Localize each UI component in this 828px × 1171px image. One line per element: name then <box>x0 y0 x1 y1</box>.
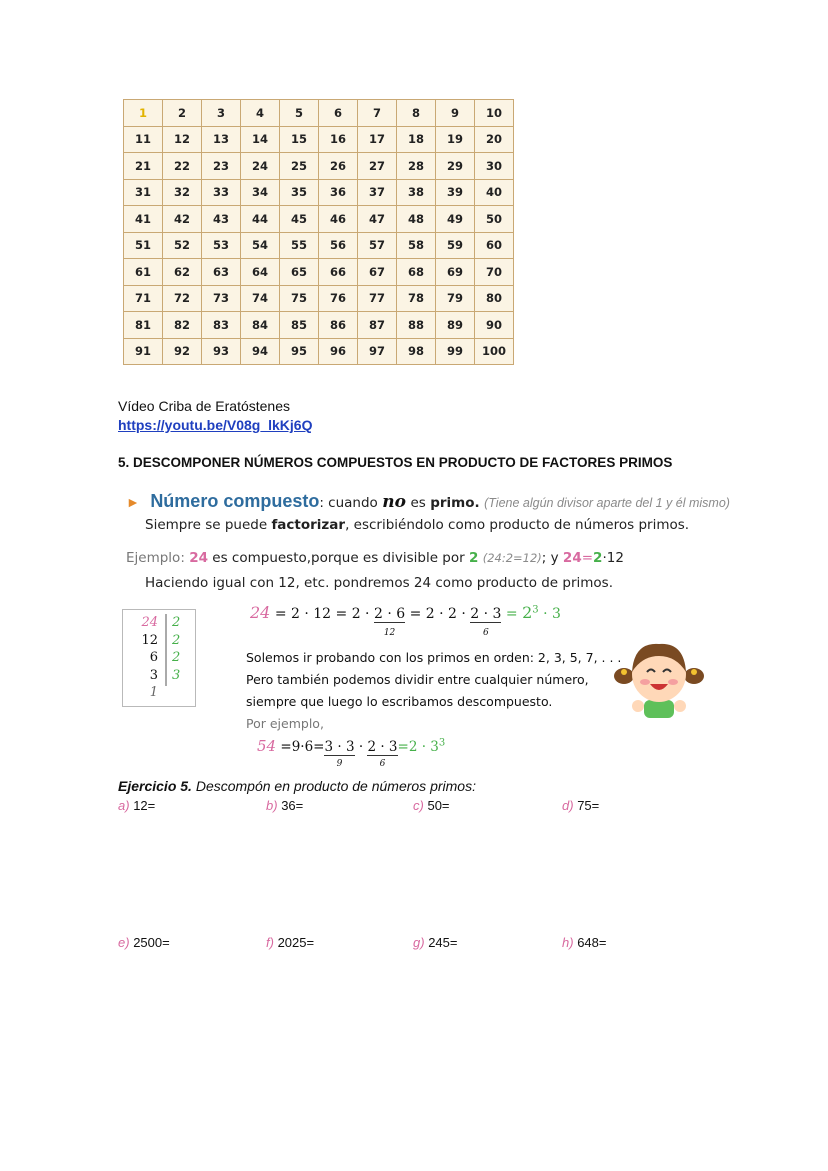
exercise-item-c <box>413 798 450 813</box>
grid-cell: 44 <box>241 206 280 233</box>
eq24-brace-1 <box>373 606 406 638</box>
eq54-exp: 3 <box>438 737 446 749</box>
grid-cell: 54 <box>241 232 280 259</box>
section-heading: 5. DESCOMPONER NÚMEROS COMPUESTOS EN PRODUCTO DE FACTORES PRIMOS <box>118 455 673 470</box>
grid-row <box>124 285 514 312</box>
factor-left-4: 1 <box>149 685 158 700</box>
eq54-brace-1 <box>324 739 355 769</box>
explanation-line-3: siempre que luego lo escribamos descompuesto. <box>246 694 553 709</box>
grid-row <box>124 232 514 259</box>
eq24-brace1-top: 2 · 6 <box>373 606 406 622</box>
definition-no: no <box>382 492 406 512</box>
exercise-text-f: 2025= <box>277 935 315 950</box>
grid-cell: 88 <box>397 312 436 339</box>
grid-cell: 1 <box>124 100 163 127</box>
grid-cell: 48 <box>397 206 436 233</box>
factor-right-0: 2 <box>172 615 181 630</box>
eq54-result: 2 · 3 <box>408 739 439 755</box>
grid-cell: 21 <box>124 153 163 180</box>
grid-cell: 86 <box>319 312 358 339</box>
video-label: Vídeo Criba de Eratóstenes <box>118 398 290 414</box>
grid-cell: 9 <box>436 100 475 127</box>
grid-cell: 45 <box>280 206 319 233</box>
example-line-2: Haciendo igual con 12, etc. pondremos 24 como producto de primos. <box>145 575 614 591</box>
eq24-lhs: 24 <box>250 603 271 622</box>
grid-cell: 26 <box>319 153 358 180</box>
grid-cell: 42 <box>163 206 202 233</box>
exercise-text-h: 648= <box>577 935 607 950</box>
factor-left-0: 24 <box>141 615 158 630</box>
grid-cell: 15 <box>280 126 319 153</box>
grid-cell: 35 <box>280 179 319 206</box>
eq54-brace-2 <box>367 739 398 769</box>
example-line-1 <box>126 550 624 566</box>
grid-cell: 89 <box>436 312 475 339</box>
grid-cell: 46 <box>319 206 358 233</box>
example-y: ; y <box>541 550 559 566</box>
example-eq-c: 2 <box>593 550 603 566</box>
grid-cell: 62 <box>163 259 202 286</box>
definition-line2-a: Siempre se puede <box>145 517 268 533</box>
exercise-item-b <box>266 798 303 813</box>
example-eq-d: ·12 <box>602 550 624 566</box>
grid-cell: 30 <box>475 153 514 180</box>
equation-24 <box>250 603 561 638</box>
grid-cell: 71 <box>124 285 163 312</box>
grid-cell: 53 <box>202 232 241 259</box>
grid-cell: 5 <box>280 100 319 127</box>
grid-cell: 25 <box>280 153 319 180</box>
exercise-item-g <box>413 935 457 950</box>
grid-cell: 73 <box>202 285 241 312</box>
exercise-title <box>118 778 476 794</box>
grid-cell: 8 <box>397 100 436 127</box>
grid-cell: 92 <box>163 338 202 365</box>
grid-row <box>124 179 514 206</box>
eq24-brace-2 <box>470 606 502 638</box>
grid-cell: 49 <box>436 206 475 233</box>
grid-cell: 75 <box>280 285 319 312</box>
example-text: es compuesto,porque es divisible por <box>212 550 465 566</box>
definition-factorizar: factorizar <box>271 517 346 533</box>
grid-cell: 40 <box>475 179 514 206</box>
eq24-part2: = 2 · 2 · <box>409 606 466 622</box>
grid-cell: 67 <box>358 259 397 286</box>
exercise-title-bold: Ejercicio 5. <box>118 778 192 794</box>
grid-cell: 51 <box>124 232 163 259</box>
definition-es: es <box>410 495 426 511</box>
grid-cell: 43 <box>202 206 241 233</box>
grid-cell: 14 <box>241 126 280 153</box>
grid-cell: 79 <box>436 285 475 312</box>
eq54-brace2-bottom: 6 <box>379 759 386 769</box>
grid-cell: 95 <box>280 338 319 365</box>
factor-left-3: 3 <box>149 667 158 683</box>
grid-cell: 55 <box>280 232 319 259</box>
grid-cell: 58 <box>397 232 436 259</box>
exercise-text-g: 245= <box>428 935 458 950</box>
example-eq-b: = <box>581 550 594 566</box>
grid-row <box>124 338 514 365</box>
exercise-label-c: c) <box>413 798 424 813</box>
eq24-exp: 3 <box>532 604 539 616</box>
eq24-part1: = 2 · 12 = 2 · <box>274 606 370 622</box>
exercise-text-c: 50= <box>427 798 450 813</box>
exercise-item-h <box>562 935 606 950</box>
grid-cell: 3 <box>202 100 241 127</box>
grid-cell: 100 <box>475 338 514 365</box>
eq24-base: 2 <box>522 603 533 622</box>
grid-cell: 27 <box>358 153 397 180</box>
exercise-label-h: h) <box>562 935 574 950</box>
grid-cell: 57 <box>358 232 397 259</box>
exercise-item-a <box>118 798 155 813</box>
grid-cell: 98 <box>397 338 436 365</box>
grid-cell: 69 <box>436 259 475 286</box>
explanation-line-2: Pero también podemos dividir entre cualquier número, <box>246 672 589 687</box>
grid-cell: 38 <box>397 179 436 206</box>
grid-cell: 81 <box>124 312 163 339</box>
grid-cell: 12 <box>163 126 202 153</box>
grid-cell: 6 <box>319 100 358 127</box>
grid-cell: 22 <box>163 153 202 180</box>
grid-cell: 50 <box>475 206 514 233</box>
definition-line2-c: , escribiéndolo como producto de números primos. <box>345 517 690 533</box>
grid-cell: 84 <box>241 312 280 339</box>
grid-row <box>124 312 514 339</box>
exercise-label-b: b) <box>266 798 278 813</box>
explanation-line-1: Solemos ir probando con los primos en orden: 2, 3, 5, 7, . . . <box>246 650 622 665</box>
girl-illustration <box>612 632 706 718</box>
factor-table-divider <box>165 614 167 686</box>
eq54-eq: = <box>397 739 409 755</box>
grid-cell: 61 <box>124 259 163 286</box>
grid-cell: 52 <box>163 232 202 259</box>
grid-cell: 90 <box>475 312 514 339</box>
grid-row <box>124 259 514 286</box>
example-number: 24 <box>189 550 208 566</box>
example-colon: : <box>180 550 185 566</box>
eq54-brace1-bottom: 9 <box>336 759 343 769</box>
example-divisor: 2 <box>469 550 479 566</box>
grid-cell: 59 <box>436 232 475 259</box>
grid-cell: 41 <box>124 206 163 233</box>
eq54-brace1-top: 3 · 3 <box>324 739 355 755</box>
grid-row <box>124 153 514 180</box>
grid-cell: 34 <box>241 179 280 206</box>
exercise-label-d: d) <box>562 798 574 813</box>
equation-54 <box>257 737 446 769</box>
grid-cell: 60 <box>475 232 514 259</box>
exercise-title-rest: Descompón en producto de números primos: <box>191 778 476 794</box>
eq24-brace2-top: 2 · 3 <box>470 606 502 622</box>
eq54-lhs: 54 <box>257 737 277 755</box>
factor-right-3: 3 <box>172 667 181 683</box>
explanation-line-4: Por ejemplo, <box>246 716 324 731</box>
definition-line-1 <box>126 491 730 512</box>
grid-cell: 18 <box>397 126 436 153</box>
grid-cell: 74 <box>241 285 280 312</box>
grid-cell: 24 <box>241 153 280 180</box>
grid-row <box>124 206 514 233</box>
grid-cell: 82 <box>163 312 202 339</box>
eq24-brace2-bottom: 6 <box>483 628 489 638</box>
grid-cell: 4 <box>241 100 280 127</box>
grid-cell: 97 <box>358 338 397 365</box>
grid-cell: 28 <box>397 153 436 180</box>
grid-cell: 77 <box>358 285 397 312</box>
grid-cell: 83 <box>202 312 241 339</box>
eq54-part1: =9·6= <box>280 739 325 755</box>
number-grid <box>123 99 514 365</box>
exercise-item-d <box>562 798 599 813</box>
grid-cell: 70 <box>475 259 514 286</box>
eq54-brace2-top: 2 · 3 <box>367 739 398 755</box>
exercise-text-d: 75= <box>577 798 600 813</box>
video-link[interactable]: https://youtu.be/V08g_lkKj6Q <box>118 417 313 433</box>
factor-left-1: 12 <box>141 632 158 648</box>
definition-note: (Tiene algún divisor aparte del 1 y él mismo) <box>484 496 730 510</box>
grid-cell: 17 <box>358 126 397 153</box>
grid-row <box>124 126 514 153</box>
grid-cell: 96 <box>319 338 358 365</box>
grid-cell: 68 <box>397 259 436 286</box>
factor-table <box>122 609 196 707</box>
eq24-brace1-bottom: 12 <box>383 628 396 638</box>
grid-cell: 66 <box>319 259 358 286</box>
grid-cell: 94 <box>241 338 280 365</box>
grid-cell: 78 <box>397 285 436 312</box>
example-eq-a: 24 <box>562 550 582 566</box>
exercise-item-f <box>266 935 314 950</box>
eq24-eq: = <box>505 606 518 622</box>
grid-row <box>124 100 514 127</box>
eq24-tail: · 3 <box>543 606 561 622</box>
grid-cell: 72 <box>163 285 202 312</box>
factor-left-2: 6 <box>149 650 158 665</box>
grid-cell: 10 <box>475 100 514 127</box>
example-paren: (24:2=12) <box>482 551 542 565</box>
example-label: Ejemplo <box>126 550 181 566</box>
grid-cell: 85 <box>280 312 319 339</box>
grid-cell: 99 <box>436 338 475 365</box>
grid-cell: 80 <box>475 285 514 312</box>
definition-cuando: : cuando <box>319 495 378 511</box>
factor-right-1: 2 <box>172 632 181 648</box>
grid-cell: 65 <box>280 259 319 286</box>
grid-cell: 32 <box>163 179 202 206</box>
grid-cell: 7 <box>358 100 397 127</box>
exercise-label-g: g) <box>413 935 425 950</box>
eq54-dot: · <box>358 739 364 755</box>
exercise-item-e <box>118 935 170 950</box>
exercise-text-e: 2500= <box>133 935 170 950</box>
grid-cell: 23 <box>202 153 241 180</box>
grid-cell: 64 <box>241 259 280 286</box>
factor-right-2: 2 <box>172 650 181 665</box>
exercise-label-f: f) <box>266 935 274 950</box>
explanation <box>246 647 621 735</box>
grid-cell: 56 <box>319 232 358 259</box>
grid-cell: 91 <box>124 338 163 365</box>
definition-term: Número compuesto <box>150 491 320 511</box>
grid-cell: 16 <box>319 126 358 153</box>
grid-cell: 76 <box>319 285 358 312</box>
exercise-label-e: e) <box>118 935 130 950</box>
grid-cell: 20 <box>475 126 514 153</box>
arrow-bullet-icon: ► <box>126 494 140 510</box>
grid-cell: 37 <box>358 179 397 206</box>
grid-cell: 31 <box>124 179 163 206</box>
grid-cell: 29 <box>436 153 475 180</box>
grid-cell: 2 <box>163 100 202 127</box>
grid-cell: 87 <box>358 312 397 339</box>
grid-cell: 36 <box>319 179 358 206</box>
exercise-text-a: 12= <box>133 798 156 813</box>
grid-cell: 19 <box>436 126 475 153</box>
definition-primo: primo. <box>430 495 480 511</box>
grid-cell: 33 <box>202 179 241 206</box>
grid-cell: 63 <box>202 259 241 286</box>
grid-cell: 13 <box>202 126 241 153</box>
grid-cell: 11 <box>124 126 163 153</box>
definition-line-2 <box>145 517 689 533</box>
grid-cell: 39 <box>436 179 475 206</box>
exercise-label-a: a) <box>118 798 130 813</box>
exercise-text-b: 36= <box>281 798 304 813</box>
grid-cell: 47 <box>358 206 397 233</box>
grid-cell: 93 <box>202 338 241 365</box>
